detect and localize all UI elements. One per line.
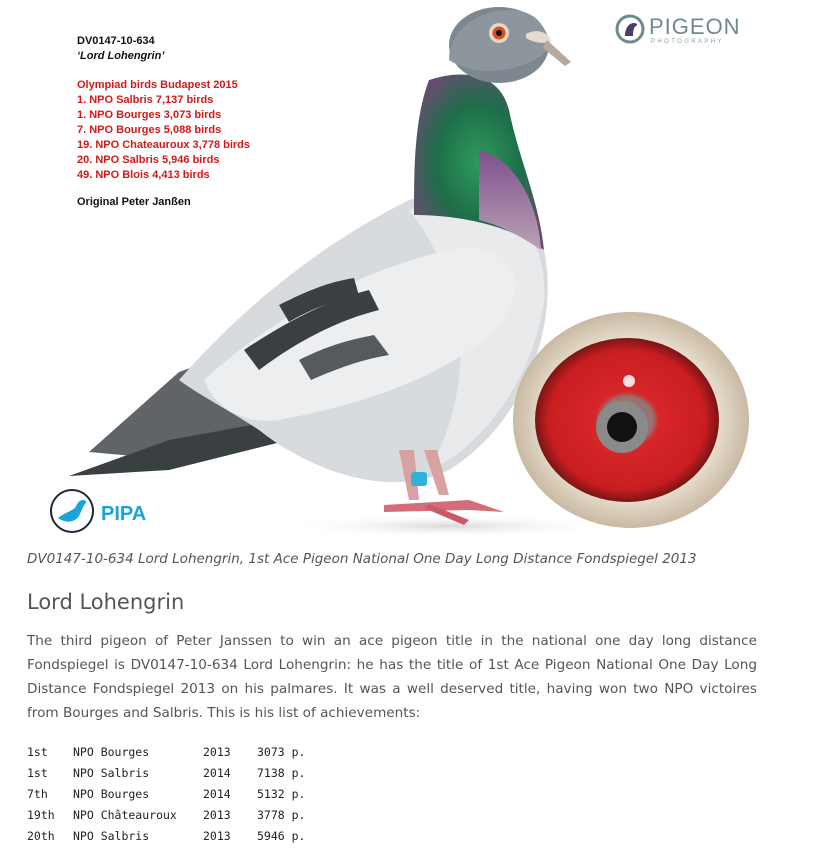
pigeon-logo-icon xyxy=(615,14,645,44)
result-birds: 5946 p. xyxy=(257,829,306,843)
result-row xyxy=(27,826,337,847)
origin-note: Original Peter Janßen xyxy=(77,196,191,208)
pipa-pigeon-icon xyxy=(49,488,95,534)
article-paragraph: The third pigeon of Peter Janssen to win an ace pigeon title in the national one day long distance Fondspiegel is DV0147-10-634 Lord Lohengrin: he has the title of 1st Ace Pigeon National One Day Long Distance Fondspiegel 2013 on his palmares. It was a well deserved title, having won two NPO victoires from Bourges and Salbris. This is his list of achievements: xyxy=(27,633,757,721)
olympiad-result: 1. NPO Salbris 7,137 birds xyxy=(77,94,214,106)
olympiad-title: Olympiad birds Budapest 2015 xyxy=(77,79,238,91)
result-race: NPO Bourges xyxy=(73,787,150,801)
result-place: 7th xyxy=(27,787,48,801)
result-birds: 3778 p. xyxy=(257,808,306,822)
result-year: 2014 xyxy=(203,766,231,780)
ring-number: DV0147-10-634 xyxy=(77,35,155,47)
results-list xyxy=(27,742,337,847)
article-title: Lord Lohengrin xyxy=(27,590,185,614)
result-birds: 5132 p. xyxy=(257,787,306,801)
pigeon-photo xyxy=(29,0,759,540)
result-race: NPO Salbris xyxy=(73,829,150,843)
result-year: 2013 xyxy=(203,745,231,759)
pigeon-name: ‘Lord Lohengrin’ xyxy=(77,50,165,62)
result-row xyxy=(27,805,337,826)
eye-inset xyxy=(513,312,749,528)
result-row xyxy=(27,784,337,805)
olympiad-result: 7. NPO Bourges 5,088 birds xyxy=(77,124,222,136)
result-race: NPO Bourges xyxy=(73,745,150,759)
olympiad-result: 20. NPO Salbris 5,946 birds xyxy=(77,154,220,166)
result-race: NPO Salbris xyxy=(73,766,150,780)
result-place: 1st xyxy=(27,745,48,759)
result-row xyxy=(27,742,337,763)
result-year: 2013 xyxy=(203,808,231,822)
result-row xyxy=(27,763,337,784)
pipa-logo xyxy=(49,488,169,536)
brand-main-text: PIGEON xyxy=(649,14,741,39)
pedigree-card xyxy=(77,34,250,210)
result-place: 20th xyxy=(27,829,55,843)
pipa-text: PIPA xyxy=(101,503,147,525)
result-place: 19th xyxy=(27,808,55,822)
olympiad-result: 1. NPO Bourges 3,073 birds xyxy=(77,109,222,121)
result-race: NPO Châteauroux xyxy=(73,808,177,822)
pigeon-photography-logo xyxy=(615,14,755,48)
photo-caption: DV0147-10-634 Lord Lohengrin, 1st Ace Pigeon National One Day Long Distance Fondspiegel 2013 xyxy=(27,551,697,567)
brand-sub-text: PHOTOGRAPHY xyxy=(651,39,724,45)
olympiad-result: 19. NPO Chateauroux 3,778 birds xyxy=(77,139,251,151)
result-year: 2013 xyxy=(203,829,231,843)
olympiad-result: 49. NPO Blois 4,413 birds xyxy=(77,169,210,181)
result-year: 2014 xyxy=(203,787,231,801)
result-place: 1st xyxy=(27,766,48,780)
result-birds: 7138 p. xyxy=(257,766,306,780)
result-birds: 3073 p. xyxy=(257,745,306,759)
